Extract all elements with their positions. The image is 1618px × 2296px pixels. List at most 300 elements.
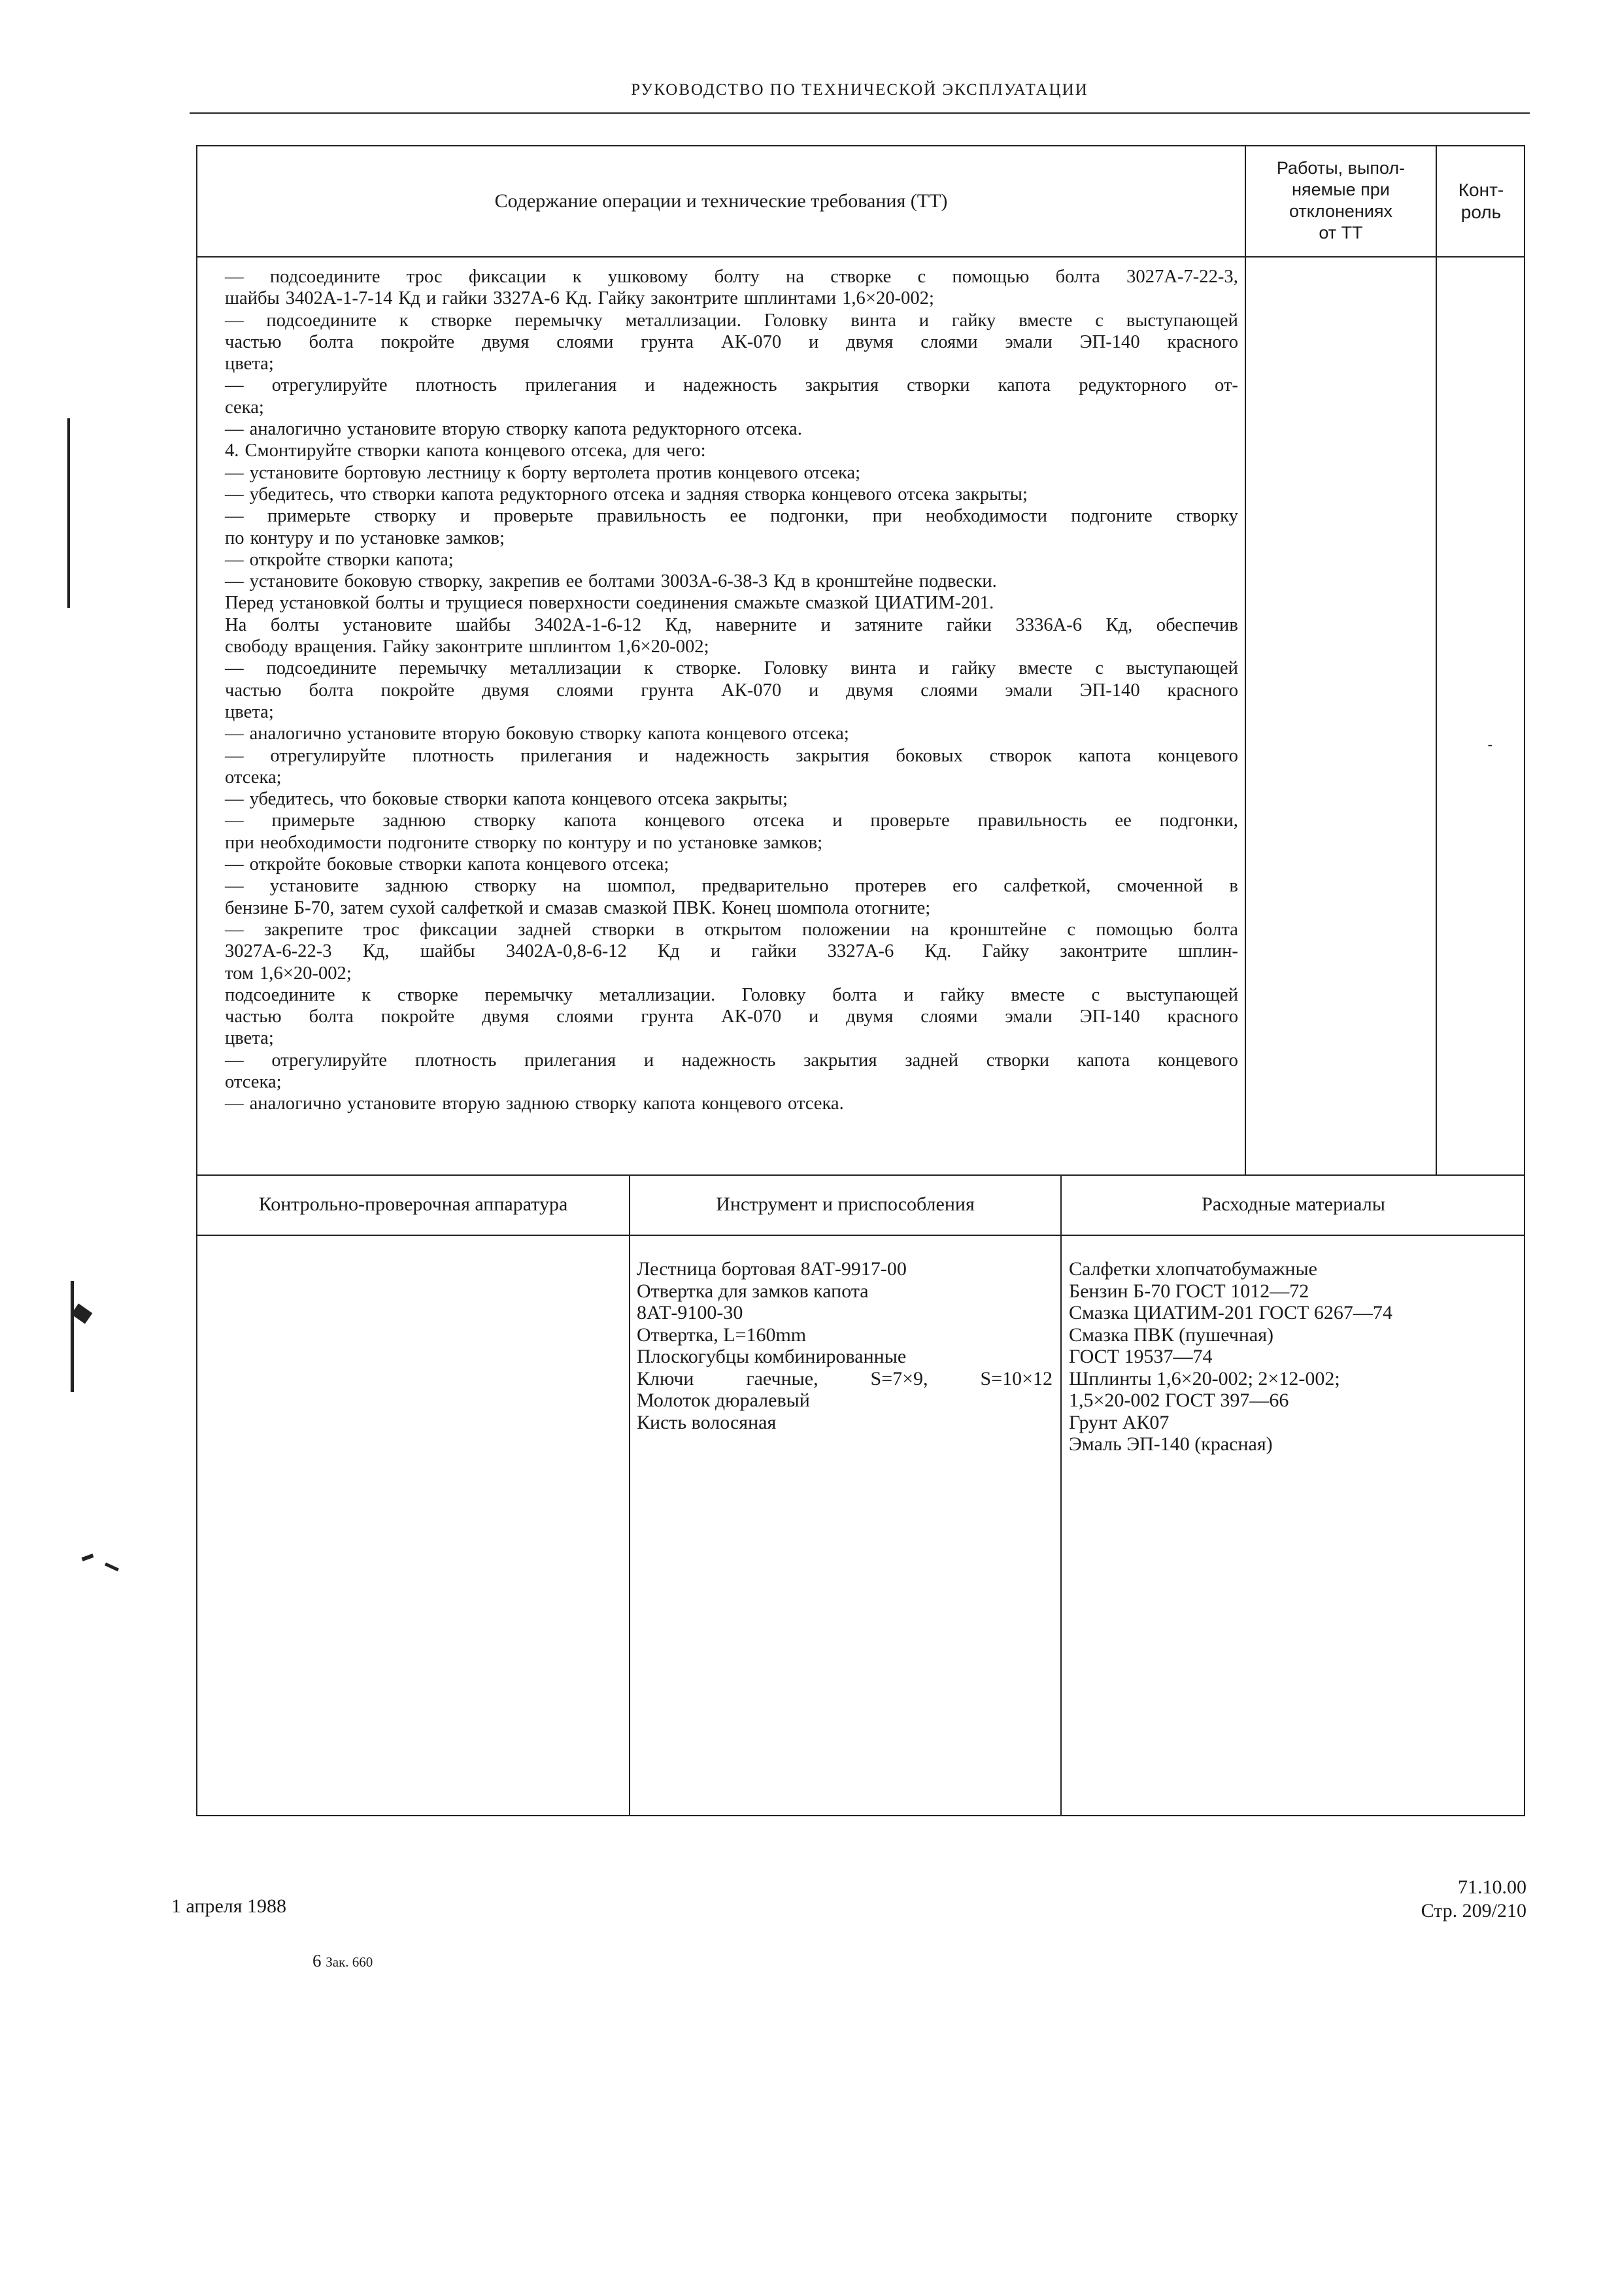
- text-word: 3027А-6-22-3: [225, 941, 332, 962]
- text-word: 3327А-6: [827, 941, 894, 962]
- text-word: двумя: [482, 680, 530, 701]
- text-word: болта: [832, 984, 877, 1005]
- text-word: прилегания: [525, 375, 617, 396]
- text-word: слоями: [920, 680, 978, 701]
- text-word: боковых: [896, 745, 963, 766]
- page-number: Стр. 209/210: [1421, 1900, 1526, 1922]
- text-word: подсоедините: [266, 310, 377, 331]
- text-word: шайбы: [225, 288, 280, 309]
- text-word: и: [645, 375, 655, 396]
- text-word: и: [460, 506, 470, 527]
- text-word: положении: [801, 919, 891, 940]
- text-word: установке: [360, 527, 440, 548]
- text-line: [225, 767, 1238, 788]
- side-mark: -: [1487, 736, 1492, 752]
- text-word: вместе: [1019, 310, 1073, 331]
- scan-mark-4: [82, 1554, 94, 1561]
- materials-list: [1069, 1258, 1520, 1456]
- text-word: —: [225, 745, 244, 766]
- scan-mark-3: [71, 1303, 93, 1323]
- text-word: и: [637, 832, 647, 853]
- text-word: двумя: [482, 1007, 530, 1027]
- text-word: плотность: [414, 1050, 497, 1071]
- text-word: двумя: [846, 331, 894, 352]
- text-word: гайки: [947, 614, 992, 635]
- text-word: красного: [1167, 680, 1238, 701]
- text-word: болтами: [588, 571, 655, 592]
- text-word: болта: [309, 1007, 354, 1027]
- text-word: закрыты;: [715, 789, 788, 810]
- text-line: [225, 657, 1238, 679]
- text-word: шплинтом: [528, 637, 611, 657]
- text-word: с: [1067, 919, 1076, 940]
- resources-header-divider: [197, 1235, 1524, 1236]
- text-word: примерьте: [267, 506, 351, 527]
- text-line: [225, 549, 1238, 571]
- text-word: Кд: [773, 571, 796, 592]
- text-word: створки: [986, 1050, 1050, 1071]
- column-header-work-line: отклонениях: [1289, 201, 1393, 221]
- text-word: красного: [1167, 331, 1238, 352]
- text-word: створку: [474, 876, 537, 897]
- text-word: установите: [347, 1093, 437, 1114]
- text-word: шайбы: [456, 614, 511, 635]
- text-word: редукторного: [1079, 375, 1187, 396]
- text-word: шомпол,: [607, 876, 676, 897]
- text-line: [225, 680, 1238, 701]
- text-word: отсека: [658, 789, 709, 810]
- text-word: створки: [372, 484, 435, 505]
- text-word: боковые: [372, 789, 439, 810]
- text-word: в: [801, 571, 811, 592]
- text-word: боковую: [506, 724, 574, 744]
- text-word: аналогично: [249, 724, 342, 744]
- text-word: и: [809, 680, 819, 701]
- text-word: —: [225, 724, 244, 744]
- text-word: аналогично: [249, 419, 342, 440]
- text-word: капота: [1077, 1050, 1130, 1071]
- text-line: [225, 331, 1238, 353]
- text-word: прилегания: [524, 1050, 616, 1071]
- text-word: трос: [363, 919, 399, 940]
- text-word: 3402А-1-6-12: [534, 614, 642, 635]
- text-word: убедитесь,: [249, 484, 334, 505]
- text-word: и: [820, 614, 831, 635]
- text-word: болта: [309, 331, 354, 352]
- text-word: концевого: [811, 484, 892, 505]
- text-word: и: [643, 1050, 654, 1071]
- text-word: вторую: [442, 1093, 501, 1114]
- text-word: задняя: [686, 484, 739, 505]
- text-word: 3402А-0,8-6-12: [505, 941, 627, 962]
- text-word: болта: [1055, 267, 1100, 287]
- text-word: концевого: [701, 1093, 782, 1114]
- text-word: и: [809, 1007, 819, 1027]
- text-word: с: [1091, 984, 1100, 1005]
- text-word: вращения.: [294, 637, 377, 657]
- material-item: Грунт АК07: [1069, 1411, 1170, 1433]
- text-word: и: [670, 484, 681, 505]
- text-word: створку: [374, 506, 437, 527]
- text-word: закрытия: [796, 745, 869, 766]
- text-word: и: [919, 658, 930, 679]
- column-header-control: [1437, 146, 1525, 256]
- tool-item-word: S=10×12: [980, 1367, 1053, 1389]
- text-word: откройте: [249, 549, 321, 570]
- text-word: Кд,: [665, 614, 692, 635]
- document-reference: [1421, 1876, 1526, 1923]
- text-word: и: [809, 331, 819, 352]
- text-word: створке: [431, 310, 492, 331]
- text-word: к: [507, 462, 516, 483]
- text-word: кронштейне: [816, 571, 913, 592]
- text-word: примерьте: [271, 810, 355, 831]
- text-line: [225, 484, 1238, 505]
- text-word: замков;: [763, 832, 823, 853]
- order-number: [312, 1951, 373, 1971]
- text-word: отсека: [752, 810, 805, 831]
- material-item: Смазка ЦИАТИМ-201 ГОСТ 6267—74: [1069, 1302, 1392, 1323]
- text-word: концевого: [706, 724, 787, 744]
- text-word: что: [339, 789, 367, 810]
- col-divider-equipment: [629, 1174, 630, 1815]
- text-word: металлизации.: [625, 310, 741, 331]
- text-word: что: [339, 484, 367, 505]
- text-word: гайки: [751, 941, 797, 962]
- column-header-work-line: Работы, выпол-: [1276, 158, 1406, 178]
- text-word: салфеткой: [441, 897, 524, 918]
- column-header-equipment: Контрольно-проверочная аппаратура: [258, 1193, 568, 1215]
- text-word: —: [225, 506, 244, 527]
- text-word: установите: [249, 462, 339, 483]
- text-word: необходимости: [926, 506, 1047, 527]
- text-word: проверьте: [494, 506, 573, 527]
- text-word: Кд,: [362, 941, 390, 962]
- text-word: створку: [473, 810, 536, 831]
- material-item: Шплинты 1,6×20-002; 2×12-002;: [1069, 1367, 1340, 1389]
- header-divider: [197, 256, 1524, 258]
- operation-table: [196, 145, 1525, 1176]
- text-word: капота: [1078, 745, 1132, 766]
- text-word: боковую: [344, 571, 413, 592]
- text-word: по: [652, 832, 673, 853]
- text-word: двумя: [846, 680, 894, 701]
- text-word: —: [225, 375, 244, 396]
- tool-item: 8АТ-9100-30: [637, 1302, 743, 1323]
- text-word: гайку: [951, 658, 996, 679]
- text-word: подгонки,: [1159, 810, 1238, 831]
- text-word: трущиеся: [445, 593, 523, 614]
- text-word: ушковому: [607, 267, 688, 287]
- text-word: створки: [326, 549, 390, 570]
- text-word: ЭП-140: [1079, 680, 1140, 701]
- text-word: створки: [398, 854, 462, 875]
- text-word: —: [225, 1093, 244, 1114]
- text-word: отогните;: [854, 897, 931, 918]
- text-word: отрегулируйте: [271, 375, 388, 396]
- column-header-tools: Инструмент и приспособления: [716, 1193, 975, 1215]
- material-item: Смазка ПВК (пушечная): [1069, 1323, 1274, 1346]
- text-line: [225, 571, 1238, 592]
- text-word: двумя: [846, 1007, 894, 1027]
- text-word: —: [225, 484, 244, 505]
- text-word: отсека;: [792, 724, 849, 744]
- text-line: [225, 875, 1238, 897]
- text-word: закрыты;: [954, 484, 1028, 505]
- text-word: в: [1229, 876, 1238, 897]
- text-word: законтрите: [650, 288, 738, 309]
- text-word: заднюю: [382, 810, 446, 831]
- text-line: [225, 614, 1238, 636]
- text-word: салфеткой,: [1003, 876, 1091, 897]
- text-word: контуру: [567, 832, 632, 853]
- column-header-work: [1246, 152, 1436, 250]
- text-word: грунта: [641, 1007, 694, 1027]
- text-line: [225, 310, 1238, 331]
- text-word: створки: [907, 375, 970, 396]
- text-word: капота: [426, 441, 479, 461]
- text-word: створку,: [418, 571, 483, 592]
- text-line: [225, 440, 1238, 461]
- text-line: [225, 832, 1238, 854]
- text-line: [225, 374, 1238, 396]
- text-word: ЭП-140: [1079, 1007, 1140, 1027]
- text-word: отсека;: [225, 767, 282, 788]
- text-word: борту: [522, 462, 567, 483]
- text-word: цвета;: [225, 354, 274, 374]
- material-item: ГОСТ 19537—74: [1069, 1346, 1213, 1367]
- text-word: правильность: [597, 506, 707, 527]
- material-item: Эмаль ЭП-140 (красная): [1069, 1433, 1273, 1455]
- text-word: эмали: [1005, 680, 1053, 701]
- text-word: отсека: [613, 484, 665, 505]
- text-word: Гайку: [598, 288, 645, 309]
- order-label: Зак. 660: [326, 1954, 373, 1970]
- document-number: 71.10.00: [1458, 1876, 1526, 1898]
- col-divider-work: [1436, 146, 1437, 1174]
- text-word: установке: [678, 832, 758, 853]
- scan-mark-5: [105, 1563, 119, 1572]
- text-line: [225, 810, 1238, 831]
- text-word: соединения: [635, 593, 728, 614]
- text-word: АК-070: [721, 331, 782, 352]
- text-word: гайку: [951, 310, 996, 331]
- text-word: Гайку: [982, 941, 1030, 962]
- text-line: [225, 418, 1238, 440]
- text-line: [225, 636, 1238, 657]
- text-line: [225, 701, 1238, 723]
- issue-date: 1 апреля 1988: [171, 1895, 287, 1917]
- text-word: сека;: [225, 397, 264, 418]
- text-word: 4.: [225, 441, 239, 461]
- text-word: створку: [506, 419, 568, 440]
- text-word: капота;: [396, 549, 454, 570]
- text-word: к: [399, 310, 409, 331]
- text-word: болта: [1193, 919, 1238, 940]
- operation-text: [225, 266, 1238, 1115]
- text-word: плотность: [412, 745, 494, 766]
- text-word: отсека;: [225, 1071, 282, 1092]
- text-word: плотность: [415, 375, 497, 396]
- text-word: 3003А-6-38-3: [660, 571, 768, 592]
- text-word: створки: [357, 441, 421, 461]
- text-word: грунта: [641, 680, 694, 701]
- text-word: капота: [643, 1093, 696, 1114]
- text-word: правильность: [977, 810, 1087, 831]
- text-word: отсека.: [746, 419, 802, 440]
- text-word: —: [225, 571, 244, 592]
- text-line: [225, 266, 1238, 288]
- text-word: боковые: [326, 854, 393, 875]
- text-word: перемычку: [514, 310, 603, 331]
- text-word: отрегулируйте: [270, 745, 386, 766]
- text-word: и: [319, 527, 329, 548]
- text-word: отсека: [898, 484, 949, 505]
- text-line: [225, 1071, 1238, 1093]
- text-word: трос: [406, 267, 443, 287]
- text-word: открытом: [704, 919, 782, 940]
- resources-table: [196, 1174, 1525, 1816]
- header-rule: [190, 112, 1530, 114]
- text-word: на: [911, 919, 930, 940]
- text-word: металлизации: [510, 658, 622, 679]
- text-line: [225, 288, 1238, 309]
- text-word: —: [225, 789, 244, 810]
- column-header-work-line: няемые при: [1292, 180, 1390, 199]
- text-word: закрытия: [803, 1050, 877, 1071]
- text-word: фиксации: [420, 919, 497, 940]
- text-word: сухой: [389, 897, 435, 918]
- text-word: и: [710, 941, 721, 962]
- text-line: [225, 527, 1238, 549]
- text-word: помощью: [952, 267, 1030, 287]
- text-word: створку: [1176, 506, 1238, 527]
- text-line: [225, 1050, 1238, 1071]
- text-word: гайки: [442, 288, 488, 309]
- text-word: 3402А-1-7-14: [285, 288, 393, 309]
- text-word: выступающей: [1126, 658, 1238, 679]
- text-word: подгоните: [387, 832, 469, 853]
- text-word: 1,6×20-002;: [842, 288, 934, 309]
- text-word: редукторного: [632, 419, 741, 440]
- tool-item: Кисть волосяная: [637, 1411, 777, 1433]
- text-word: отсека,: [571, 441, 628, 461]
- text-word: смазкой: [805, 593, 869, 614]
- text-word: створки: [444, 789, 507, 810]
- text-word: с: [1095, 310, 1104, 331]
- tool-item-word: гаечные,: [746, 1367, 818, 1389]
- text-word: закрытия: [805, 375, 879, 396]
- text-word: —: [225, 549, 244, 570]
- text-word: поверхности: [528, 593, 630, 614]
- text-word: ее: [565, 571, 583, 592]
- text-line: [225, 963, 1238, 984]
- text-word: —: [225, 658, 244, 679]
- text-line: [225, 592, 1238, 614]
- column-header-work-line: от ТТ: [1319, 223, 1363, 242]
- text-word: смазав: [545, 897, 598, 918]
- text-word: чего:: [666, 441, 706, 461]
- text-word: перемычку: [399, 658, 488, 679]
- text-word: болты: [375, 593, 424, 614]
- text-word: цвета;: [225, 1028, 274, 1049]
- text-word: по: [225, 527, 244, 548]
- text-word: концевого: [1157, 745, 1238, 766]
- text-word: наверните: [715, 614, 797, 635]
- text-word: задней: [518, 919, 571, 940]
- text-word: Б-70,: [294, 897, 335, 918]
- text-word: для: [633, 441, 661, 461]
- text-word: шайбы: [420, 941, 475, 962]
- text-word: перемычку: [484, 984, 573, 1005]
- text-word: покройте: [380, 331, 455, 352]
- text-word: частью: [225, 331, 282, 352]
- text-word: —: [225, 310, 244, 331]
- text-line: [225, 397, 1238, 418]
- text-word: Смонтируйте: [244, 441, 352, 461]
- text-word: створке: [830, 267, 892, 287]
- text-line: [225, 1027, 1238, 1049]
- text-word: на: [562, 876, 581, 897]
- text-word: и: [919, 310, 930, 331]
- text-word: капота: [647, 724, 701, 744]
- text-word: 1,6×20-002;: [259, 963, 352, 984]
- text-word: отрегулируйте: [271, 1050, 388, 1071]
- text-word: замков;: [445, 527, 505, 548]
- text-word: законтрите: [1060, 941, 1147, 962]
- text-word: редукторного: [499, 484, 607, 505]
- text-word: лестницу: [427, 462, 501, 483]
- text-word: капота: [467, 854, 520, 875]
- text-word: необходимости: [260, 832, 382, 853]
- text-word: отсека;: [803, 462, 861, 483]
- text-word: 3327А-6: [493, 288, 560, 309]
- text-word: шплин-: [1178, 941, 1238, 962]
- text-word: покройте: [380, 680, 455, 701]
- text-word: капота: [573, 419, 627, 440]
- text-word: концевого: [717, 462, 798, 483]
- text-line: [225, 788, 1238, 810]
- text-line: [225, 723, 1238, 744]
- text-word: бензине: [225, 897, 288, 918]
- text-word: заднюю: [385, 876, 448, 897]
- text-word: створке: [397, 984, 458, 1005]
- text-word: вертолета: [573, 462, 650, 483]
- text-word: установите: [347, 724, 437, 744]
- text-word: ПВК.: [673, 897, 716, 918]
- text-word: откройте: [249, 854, 321, 875]
- text-line: [225, 940, 1238, 962]
- col-divider-tools: [1060, 1174, 1062, 1815]
- text-word: к: [572, 267, 582, 287]
- text-word: подвески.: [919, 571, 997, 592]
- text-word: гайку: [940, 984, 985, 1005]
- text-word: надежность: [681, 1050, 776, 1071]
- text-word: цвета;: [225, 701, 274, 722]
- text-word: створок: [989, 745, 1052, 766]
- text-word: кронштейне: [949, 919, 1047, 940]
- text-word: шплинтами: [743, 288, 837, 309]
- text-word: в: [675, 919, 684, 940]
- text-word: установите: [249, 571, 339, 592]
- text-word: с: [917, 267, 926, 287]
- tool-item-word: Ключи: [637, 1367, 694, 1389]
- text-line: [225, 745, 1238, 767]
- text-word: 1,6×20-002;: [616, 637, 709, 657]
- text-word: подсоедините: [269, 267, 380, 287]
- text-word: Головку: [764, 658, 828, 679]
- col-divider-content: [1245, 146, 1246, 1174]
